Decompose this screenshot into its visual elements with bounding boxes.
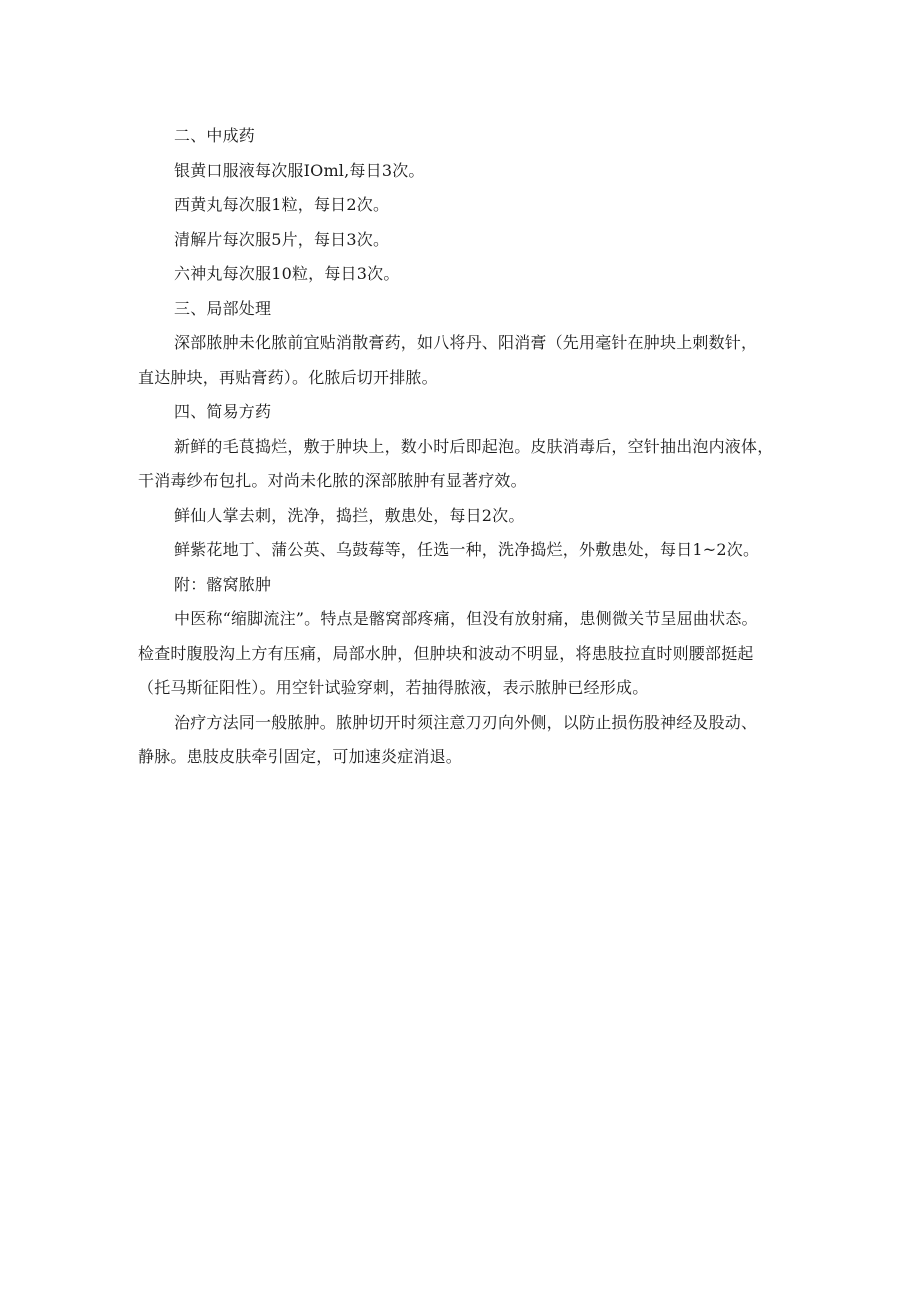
local-treatment-line-1: 深部脓肿未化脓前宜贴消散膏药，如八将丹、阳消膏（先用毫针在肿块上刺数针， bbox=[174, 333, 758, 352]
section-heading-3: 三、局部处理 bbox=[174, 298, 272, 318]
medicine-item-2: 西黄丸每次服1粒，每日2次。 bbox=[174, 195, 390, 214]
treatment-line-2: 静脉。患肢皮肤牵引固定，可加速炎症消退。 bbox=[138, 747, 463, 766]
simple-remedy-1-line-1: 新鲜的毛茛捣烂，敷于肿块上，数小时后即起泡。皮肤消毒后，空针抽出泡内液体， bbox=[174, 436, 774, 456]
medicine-item-4: 六神丸每次服10粒，每日3次。 bbox=[174, 264, 400, 283]
local-treatment-line-2: 直达肿块，再贴膏药）。化脓后切开排脓。 bbox=[138, 367, 438, 387]
simple-remedy-3: 鲜紫花地丁、蒲公英、乌鼓莓等，任选一种，洗净捣烂，外敷患处，每日1~2次。 bbox=[174, 540, 760, 559]
simple-remedy-1-line-2: 干消毒纱布包扎。对尚未化脓的深部脓肿有显著疗效。 bbox=[138, 471, 527, 490]
section-heading-2: 二、中成药 bbox=[174, 126, 256, 145]
document-body bbox=[138, 119, 798, 775]
appendix-line-3: （托马斯征阳性）。用空针试验穿刺，若抽得脓液，表示脓肿已经形成。 bbox=[138, 678, 649, 697]
appendix-line-2: 检查时腹股沟上方有压痛，局部水肿，但肿块和波动不明显，将患肢拉直时则腰部挺起 bbox=[138, 643, 754, 663]
treatment-line-1: 治疗方法同一般脓肿。脓肿切开时须注意刀刃向外侧，以防止损伤股神经及股动、 bbox=[174, 712, 758, 732]
appendix-heading: 附：髂窝脓肿 bbox=[174, 574, 272, 594]
medicine-item-3: 清解片每次服5片，每日3次。 bbox=[174, 229, 390, 249]
appendix-line-1: 中医称“缩脚流注”。特点是髂窝部疼痛，但没有放射痛，患侧微关节呈屈曲状态。 bbox=[174, 609, 758, 628]
simple-remedy-2: 鲜仙人掌去刺，洗净，捣拦，敷患处，每日2次。 bbox=[174, 505, 525, 525]
section-heading-4: 四、简易方药 bbox=[174, 402, 272, 421]
medicine-item-1: 银黄口服液每次服IOml,每日3次。 bbox=[174, 160, 425, 180]
